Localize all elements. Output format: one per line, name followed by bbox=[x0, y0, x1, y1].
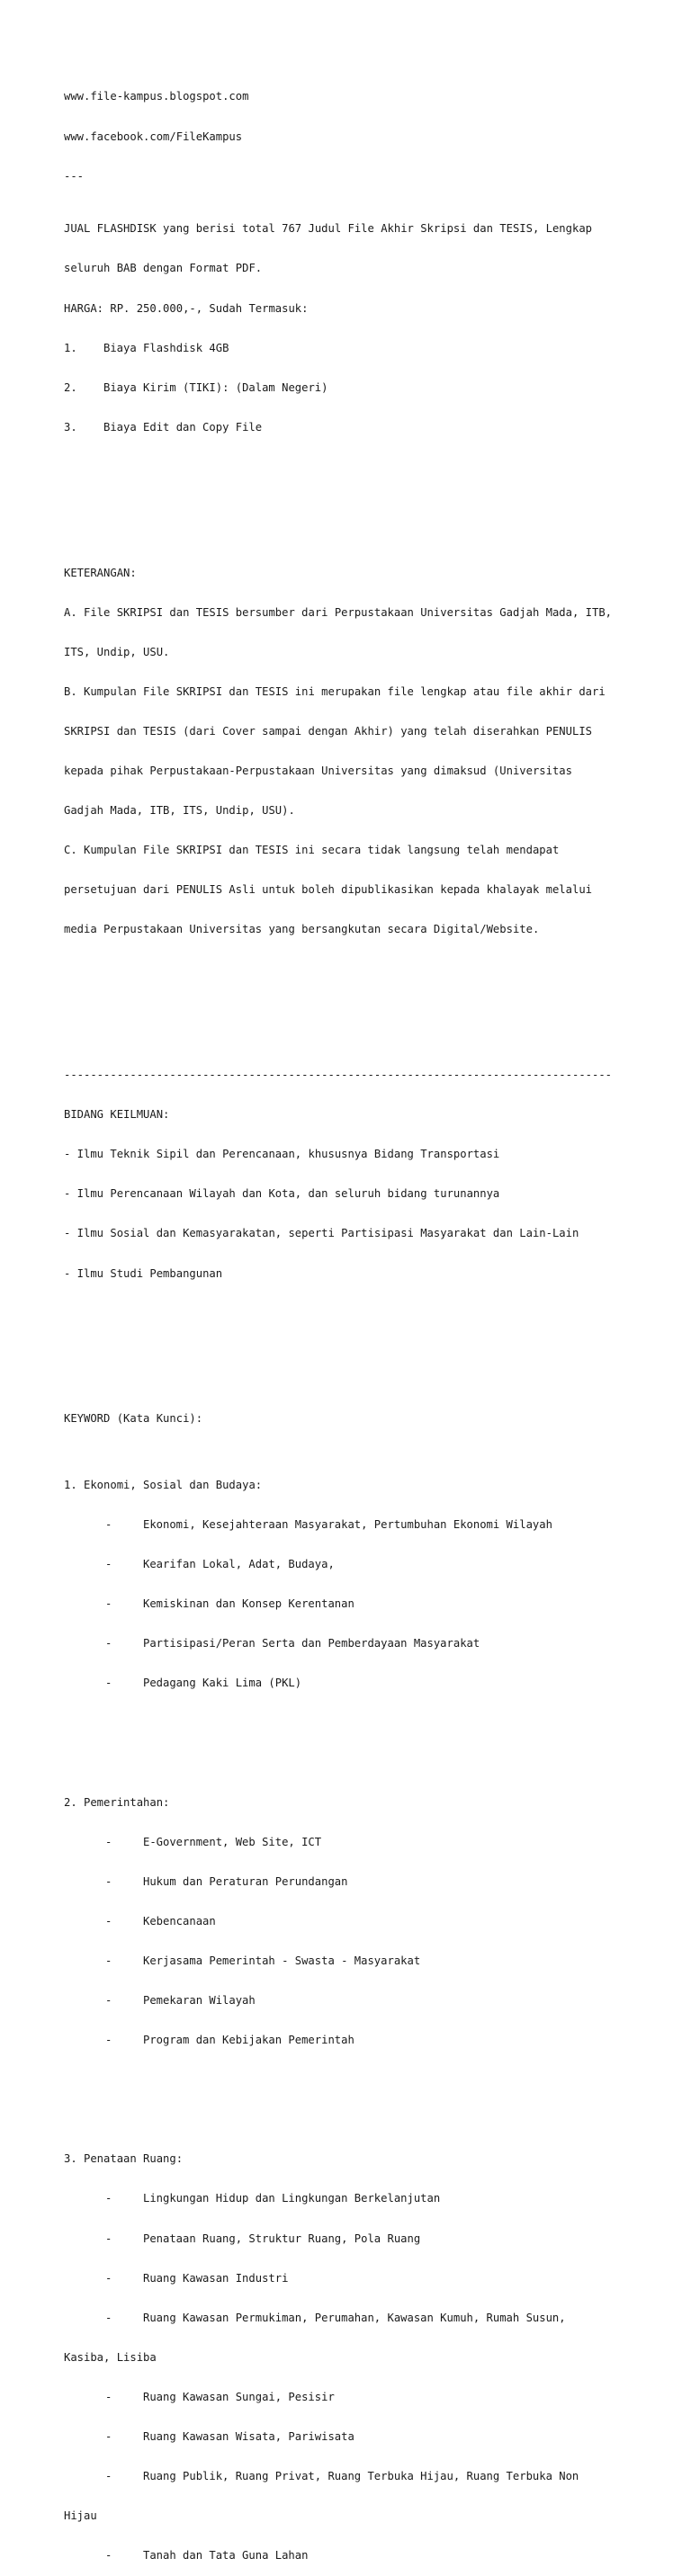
keterangan-line: ITS, Undip, USU. bbox=[64, 645, 170, 658]
spacer bbox=[64, 1359, 649, 1373]
spacer bbox=[64, 514, 649, 527]
keyword-group-title: 1. Ekonomi, Sosial dan Budaya: bbox=[64, 1478, 263, 1491]
keyword-item: - Tanah dan Tata Guna Lahan bbox=[105, 2549, 309, 2563]
keyword-item: - Penataan Ruang, Struktur Ruang, Pola Ruang bbox=[105, 2232, 421, 2245]
keyword-item: - Ruang Kawasan Industri bbox=[105, 2271, 289, 2285]
keyword-item-wrap: Kasiba, Lisiba bbox=[64, 2350, 157, 2364]
document-page bbox=[64, 64, 649, 2576]
blog-url: www.file-kampus.blogspot.com bbox=[64, 90, 249, 103]
keterangan-line: C. Kumpulan File SKRIPSI dan TESIS ini secara tidak langsung telah mendapat bbox=[64, 844, 560, 857]
keterangan-line: A. File SKRIPSI dan TESIS bersumber dari Perpustakaan Universitas Gadjah Mada, ITB, bbox=[64, 605, 613, 619]
bidang-item: - Ilmu Perencanaan Wilayah dan Kota, dan seluruh bidang turunannya bbox=[64, 1187, 500, 1201]
keyword-item: - Kearifan Lokal, Adat, Budaya, bbox=[105, 1557, 335, 1570]
section-divider: ----------------------------------------------------------------------------------- bbox=[64, 1069, 613, 1082]
facebook-url: www.facebook.com/FileKampus bbox=[64, 130, 243, 143]
spacer bbox=[64, 1730, 649, 1743]
offer-line-1: JUAL FLASHDISK yang berisi total 767 Judul File Akhir Skripsi dan TESIS, Lengkap bbox=[64, 222, 592, 236]
keyword-item: - Kerjasama Pemerintah - Swasta - Masyarakat bbox=[105, 1954, 421, 1967]
bidang-item: - Ilmu Teknik Sipil dan Perencanaan, khususnya Bidang Transportasi bbox=[64, 1148, 500, 1161]
keyword-item: - Hukum dan Peraturan Perundangan bbox=[105, 1874, 348, 1888]
offer-item: 3. Biaya Edit dan Copy File bbox=[64, 420, 263, 434]
spacer bbox=[64, 976, 649, 989]
bidang-item: - Ilmu Studi Pembangunan bbox=[64, 1266, 223, 1280]
offer-item: 1. Biaya Flashdisk 4GB bbox=[64, 341, 229, 354]
spacer bbox=[64, 1319, 649, 1333]
offer-line-2: seluruh BAB dengan Format PDF. bbox=[64, 262, 263, 275]
keterangan-line: Gadjah Mada, ITB, ITS, Undip, USU). bbox=[64, 804, 295, 818]
bidang-item: - Ilmu Sosial dan Kemasyarakatan, seperti Partisipasi Masyarakat dan Lain-Lain bbox=[64, 1227, 579, 1240]
keyword-group-title: 2. Pemerintahan: bbox=[64, 1795, 170, 1809]
keyword-item: - Partisipasi/Peran Serta dan Pemberdayaan Masyarakat bbox=[105, 1637, 480, 1650]
keyword-item: - Pedagang Kaki Lima (PKL) bbox=[105, 1677, 302, 1690]
keyword-item: - Lingkungan Hidup dan Lingkungan Berkelanjutan bbox=[105, 2192, 441, 2205]
keterangan-line: media Perpustakaan Universitas yang bersangkutan secara Digital/Website. bbox=[64, 923, 540, 936]
offer-item: 2. Biaya Kirim (TIKI): (Dalam Negeri) bbox=[64, 380, 328, 394]
keyword-item: - Pemekaran Wilayah bbox=[105, 1993, 256, 2007]
keyword-item: - Kemiskinan dan Konsep Kerentanan bbox=[105, 1597, 354, 1611]
keyword-item: - Ruang Publik, Ruang Privat, Ruang Terbuka Hijau, Ruang Terbuka Non bbox=[105, 2470, 579, 2483]
keyword-item-wrap: Hijau bbox=[64, 2509, 97, 2523]
keterangan-line: B. Kumpulan File SKRIPSI dan TESIS ini merupakan file lengkap atau file akhir dari bbox=[64, 684, 606, 698]
offer-price: HARGA: RP. 250.000,-, Sudah Termasuk: bbox=[64, 301, 309, 315]
keterangan-line: kepada pihak Perpustakaan-Perpustakaan Universitas yang dimaksud (Universitas bbox=[64, 765, 572, 778]
header-separator: --- bbox=[64, 169, 85, 183]
keterangan-line: SKRIPSI dan TESIS (dari Cover sampai dengan Akhir) yang telah diserahkan PENULIS bbox=[64, 724, 592, 738]
keterangan-heading: KETERANGAN: bbox=[64, 566, 137, 579]
spacer bbox=[64, 1015, 649, 1029]
keyword-item: - Program dan Kebijakan Pemerintah bbox=[105, 2034, 354, 2047]
keyword-item: - Ruang Kawasan Permukiman, Perumahan, Kawasan Kumuh, Rumah Susun, bbox=[105, 2311, 566, 2324]
spacer bbox=[64, 2087, 649, 2100]
keyword-item: - Kebencanaan bbox=[105, 1914, 216, 1928]
keyword-item: - Ruang Kawasan Wisata, Pariwisata bbox=[105, 2430, 354, 2444]
keterangan-line: persetujuan dari PENULIS Asli untuk boleh dipublikasikan kepada khalayak melalui bbox=[64, 883, 592, 897]
keyword-item: - Ruang Kawasan Sungai, Pesisir bbox=[105, 2390, 335, 2403]
bidang-heading: BIDANG KEILMUAN: bbox=[64, 1108, 170, 1122]
keyword-item: - Ekonomi, Kesejahteraan Masyarakat, Pertumbuhan Ekonomi Wilayah bbox=[105, 1517, 552, 1531]
keyword-heading: KEYWORD (Kata Kunci): bbox=[64, 1412, 203, 1426]
spacer bbox=[64, 474, 649, 487]
keyword-group-title: 3. Penataan Ruang: bbox=[64, 2152, 184, 2166]
keyword-item: - E-Government, Web Site, ICT bbox=[105, 1835, 322, 1848]
